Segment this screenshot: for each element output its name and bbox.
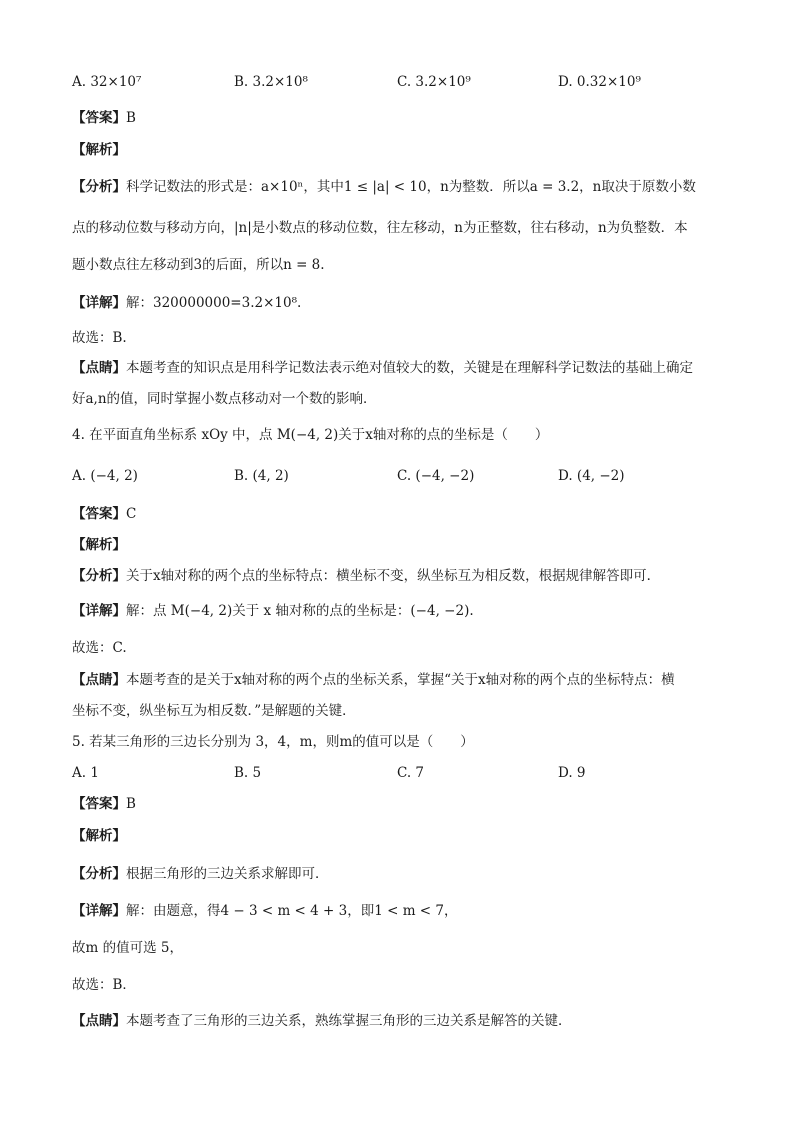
q4-stem: 4. 在平面直角坐标系 xOy 中，点 M(−4, 2)关于x轴对称的点的坐标是（ ） [72,427,549,443]
q5-analysis-tag: 【解析】 [72,828,126,844]
q5-guxuan: 故选：B． [72,977,136,993]
q3-analysis-tag: 【解析】 [72,142,126,158]
q5-option-b: B. 5 [234,765,262,781]
q4-option-b: B. (4, 2) [234,468,289,484]
fenxi-tag: 【分析】 [72,866,126,882]
q4-dianjing-line-2: 坐标不变，纵坐标互为相反数．”是解题的关键． [72,703,356,719]
fenxi-text: 关于x轴对称的两个点的坐标特点：横坐标不变，纵坐标互为相反数，根据规律解答即可． [126,568,661,584]
q4-dianjing-line-1 [72,670,675,690]
answer-value: C [126,506,137,522]
q3-fenxi-line-3: 题小数点往左移动到3的后面，所以n = 8. [72,257,325,273]
q5-option-c: C. 7 [397,765,425,781]
q4-fenxi [72,566,660,586]
q3-option-a: A. 32×10⁷ [72,74,142,90]
xiangjie-tag: 【详解】 [72,603,126,619]
q4-option-c: C. (−4, −2) [397,468,475,484]
q4-option-d: D. (4, −2) [558,468,625,484]
xiangjie-text: 解：320000000=3.2×10⁸. [126,295,302,311]
fenxi-text: 科学记数法的形式是：a×10ⁿ，其中1 ≤ |a| < 10，n为整数．所以a = 3.2，n取决于原数小数 [126,179,696,195]
dianjing-text: 本题考查的是关于x轴对称的两个点的坐标关系，掌握“关于x轴对称的两个点的坐标特点：横 [126,672,675,688]
q3-guxuan: 故选：B. [72,330,127,346]
dianjing-tag: 【点睛】 [72,672,126,688]
q3-dianjing-line-1 [72,358,693,378]
q3-xiangjie [72,293,301,313]
q3-option-c: C. 3.2×10⁹ [397,74,471,90]
q4-xiangjie [72,601,474,621]
q4-analysis-tag: 【解析】 [72,537,126,553]
q3-option-b: B. 3.2×10⁸ [234,74,308,90]
dianjing-tag: 【点睛】 [72,1013,126,1029]
q5-extra-line: 故m 的值可选 5， [72,940,183,956]
q3-answer [72,108,136,128]
q4-guxuan: 故选：C. [72,640,127,656]
xiangjie-tag: 【详解】 [72,295,126,311]
fenxi-tag: 【分析】 [72,568,126,584]
q3-fenxi-line-1 [72,177,696,197]
q3-option-d: D. 0.32×10⁹ [558,74,641,90]
q5-option-d: D. 9 [558,765,586,781]
q3-fenxi-line-2: 点的移动位数与移动方向，|n|是小数点的移动位数，往左移动，n为正整数，往右移动，n为负整数．本 [72,220,688,236]
fenxi-text: 根据三角形的三边关系求解即可． [126,866,329,882]
q5-answer [72,794,136,814]
answer-tag: 【答案】 [72,110,126,126]
xiangjie-text: 解：由题意，得4 − 3 < m < 4 + 3，即1 < m < 7， [126,903,458,919]
q4-answer [72,504,136,524]
answer-tag: 【答案】 [72,796,126,812]
q5-dianjing [72,1011,572,1031]
answer-tag: 【答案】 [72,506,126,522]
q5-stem: 5. 若某三角形的三边长分别为 3，4，m，则m的值可以是（ ） [72,734,474,750]
answer-value: B [126,796,136,812]
dianjing-tag: 【点睛】 [72,360,126,376]
q5-option-a: A. 1 [72,765,99,781]
dianjing-text: 本题考查了三角形的三边关系，熟练掌握三角形的三边关系是解答的关键． [126,1013,572,1029]
q5-fenxi [72,864,329,884]
xiangjie-text: 解：点 M(−4, 2)关于 x 轴对称的点的坐标是：(−4, −2). [126,603,474,619]
fenxi-tag: 【分析】 [72,179,126,195]
dianjing-text: 本题考查的知识点是用科学记数法表示绝对值较大的数，关键是在理解科学记数法的基础上确定 [126,360,693,376]
q3-dianjing-line-2: 好a,n的值，同时掌握小数点移动对一个数的影响． [72,391,377,407]
q4-option-a: A. (−4, 2) [72,468,138,484]
xiangjie-tag: 【详解】 [72,903,126,919]
answer-value: B [126,110,136,126]
q5-xiangjie [72,901,458,921]
